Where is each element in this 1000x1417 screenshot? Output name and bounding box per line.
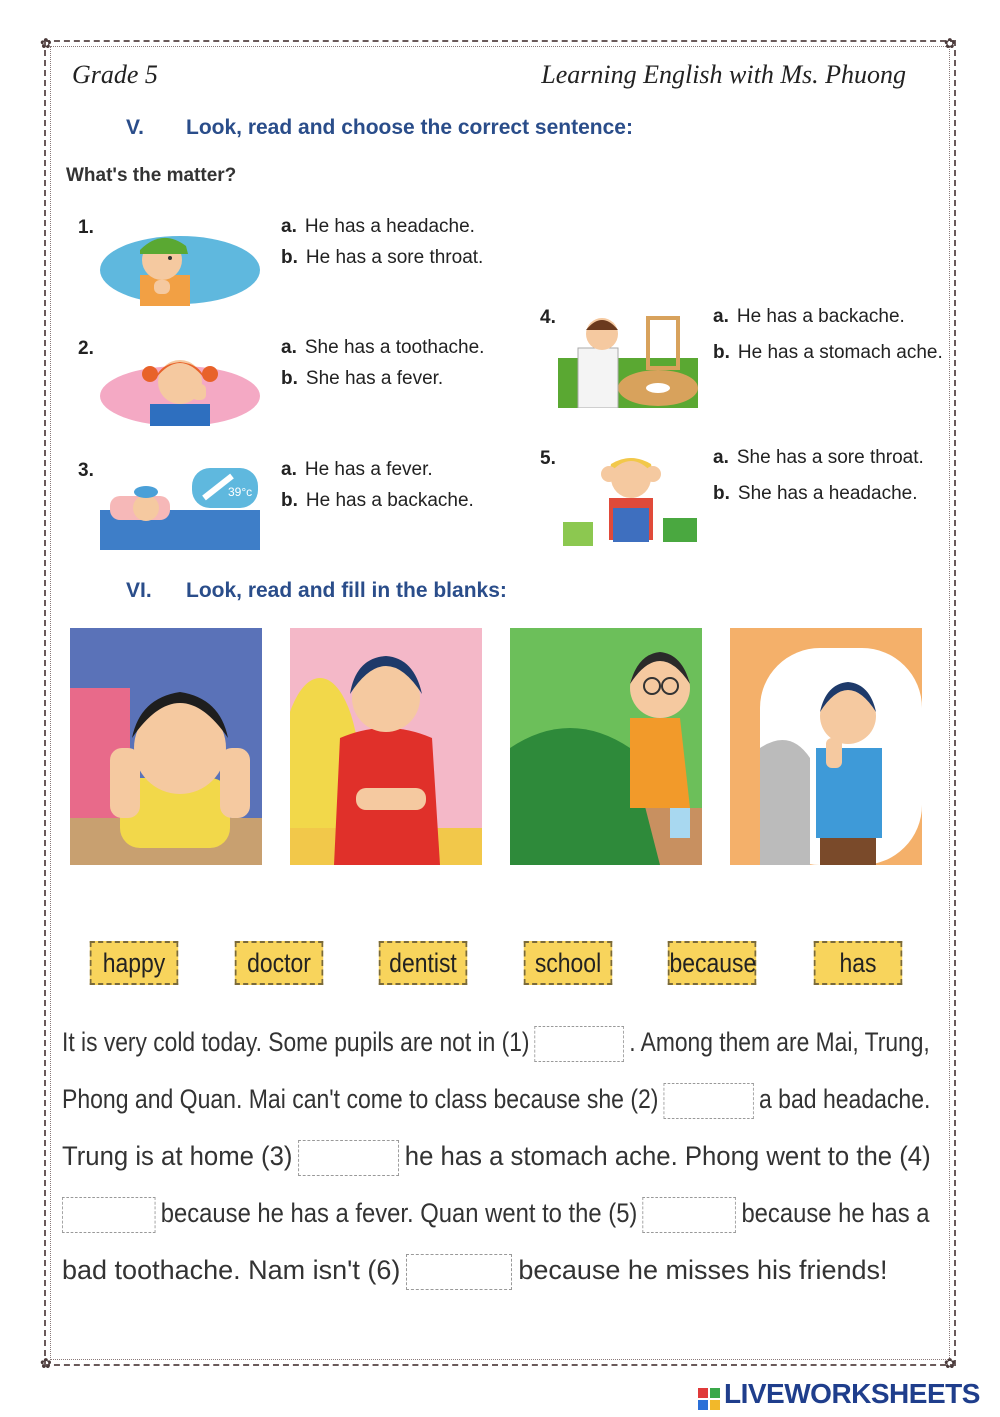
boy-with-headache-icon [70, 628, 262, 865]
blank-input-2[interactable] [664, 1083, 754, 1119]
section-number: V. [126, 116, 144, 139]
paragraph-line: It is very cold today. Some pupils are not in (1) . Among them are Mai, Trung, [62, 1026, 930, 1062]
blank-input-3[interactable] [298, 1140, 399, 1176]
corner-ornament-icon: ✿ [944, 1355, 956, 1371]
boy-with-stomach-ache-icon [290, 628, 482, 865]
item-number: 2. [78, 338, 94, 359]
paragraph-line: bad toothache. Nam isn't (6) because he misses his friends! [62, 1254, 888, 1290]
liveworksheets-logo-icon [698, 1385, 720, 1407]
paragraph-line: Phong and Quan. Mai can't come to class because she (2) a bad headache. [62, 1083, 930, 1119]
corner-ornament-icon: ✿ [40, 1355, 52, 1371]
boy-with-toothache-icon [730, 628, 922, 865]
word-bank-item[interactable]: dentist [379, 941, 467, 985]
blank-input-6[interactable] [406, 1254, 512, 1290]
section-number: VI. [126, 579, 152, 602]
item-number: 3. [78, 460, 94, 481]
blank-input-4[interactable] [62, 1197, 155, 1233]
boy-with-sore-throat-icon [100, 220, 260, 306]
word-bank-item[interactable]: school [524, 941, 612, 985]
section-5-heading [126, 116, 633, 140]
corner-ornament-icon: ✿ [40, 35, 52, 51]
section-title: Look, read and fill in the blanks: [186, 579, 507, 602]
option-b[interactable]: b. He has a sore throat. [281, 247, 484, 268]
word-bank-item[interactable]: because [668, 941, 756, 985]
option-a[interactable]: a. She has a sore throat. [713, 447, 924, 468]
girl-with-toothache-icon [100, 340, 260, 426]
boy-in-bed-with-fever-icon [100, 450, 260, 550]
item-number: 4. [540, 307, 556, 328]
svg-text:39°c: 39°c [228, 485, 253, 499]
item-number: 5. [540, 448, 556, 469]
option-b[interactable]: b. She has a headache. [713, 483, 918, 504]
option-a[interactable]: a. He has a headache. [281, 216, 475, 237]
option-a[interactable]: a. He has a backache. [713, 306, 905, 327]
word-bank-item[interactable]: happy [90, 941, 178, 985]
boy-with-fever-icon [510, 628, 702, 865]
corner-ornament-icon: ✿ [944, 35, 956, 51]
option-a[interactable]: a. He has a fever. [281, 459, 433, 480]
paragraph-line: Trung is at home (3) he has a stomach ache. Phong went to the (4) [62, 1140, 931, 1176]
word-bank-item[interactable]: doctor [235, 941, 323, 985]
blank-input-1[interactable] [535, 1026, 625, 1062]
option-b[interactable]: b. She has a fever. [281, 368, 444, 389]
option-b[interactable]: b. He has a backache. [281, 490, 474, 511]
question-prompt: What's the matter? [66, 165, 237, 186]
author-label: Learning English with Ms. Phuong [541, 60, 906, 89]
option-b[interactable]: b. He has a stomach ache. [713, 342, 943, 363]
word-bank-item[interactable]: has [814, 941, 902, 985]
liveworksheets-logo[interactable]: LIVEWORKSHEETS [698, 1378, 980, 1410]
item-number: 1. [78, 217, 94, 238]
paragraph-line: because he has a fever. Quan went to the (5) because he has a [62, 1197, 929, 1233]
option-a[interactable]: a. She has a toothache. [281, 337, 485, 358]
boy-with-stomach-ache-icon [558, 308, 698, 408]
section-title: Look, read and choose the correct sentence: [186, 116, 633, 139]
girl-with-headache-icon [563, 442, 698, 550]
grade-label: Grade 5 [72, 60, 158, 89]
section-6-heading [126, 579, 507, 603]
blank-input-5[interactable] [643, 1197, 736, 1233]
